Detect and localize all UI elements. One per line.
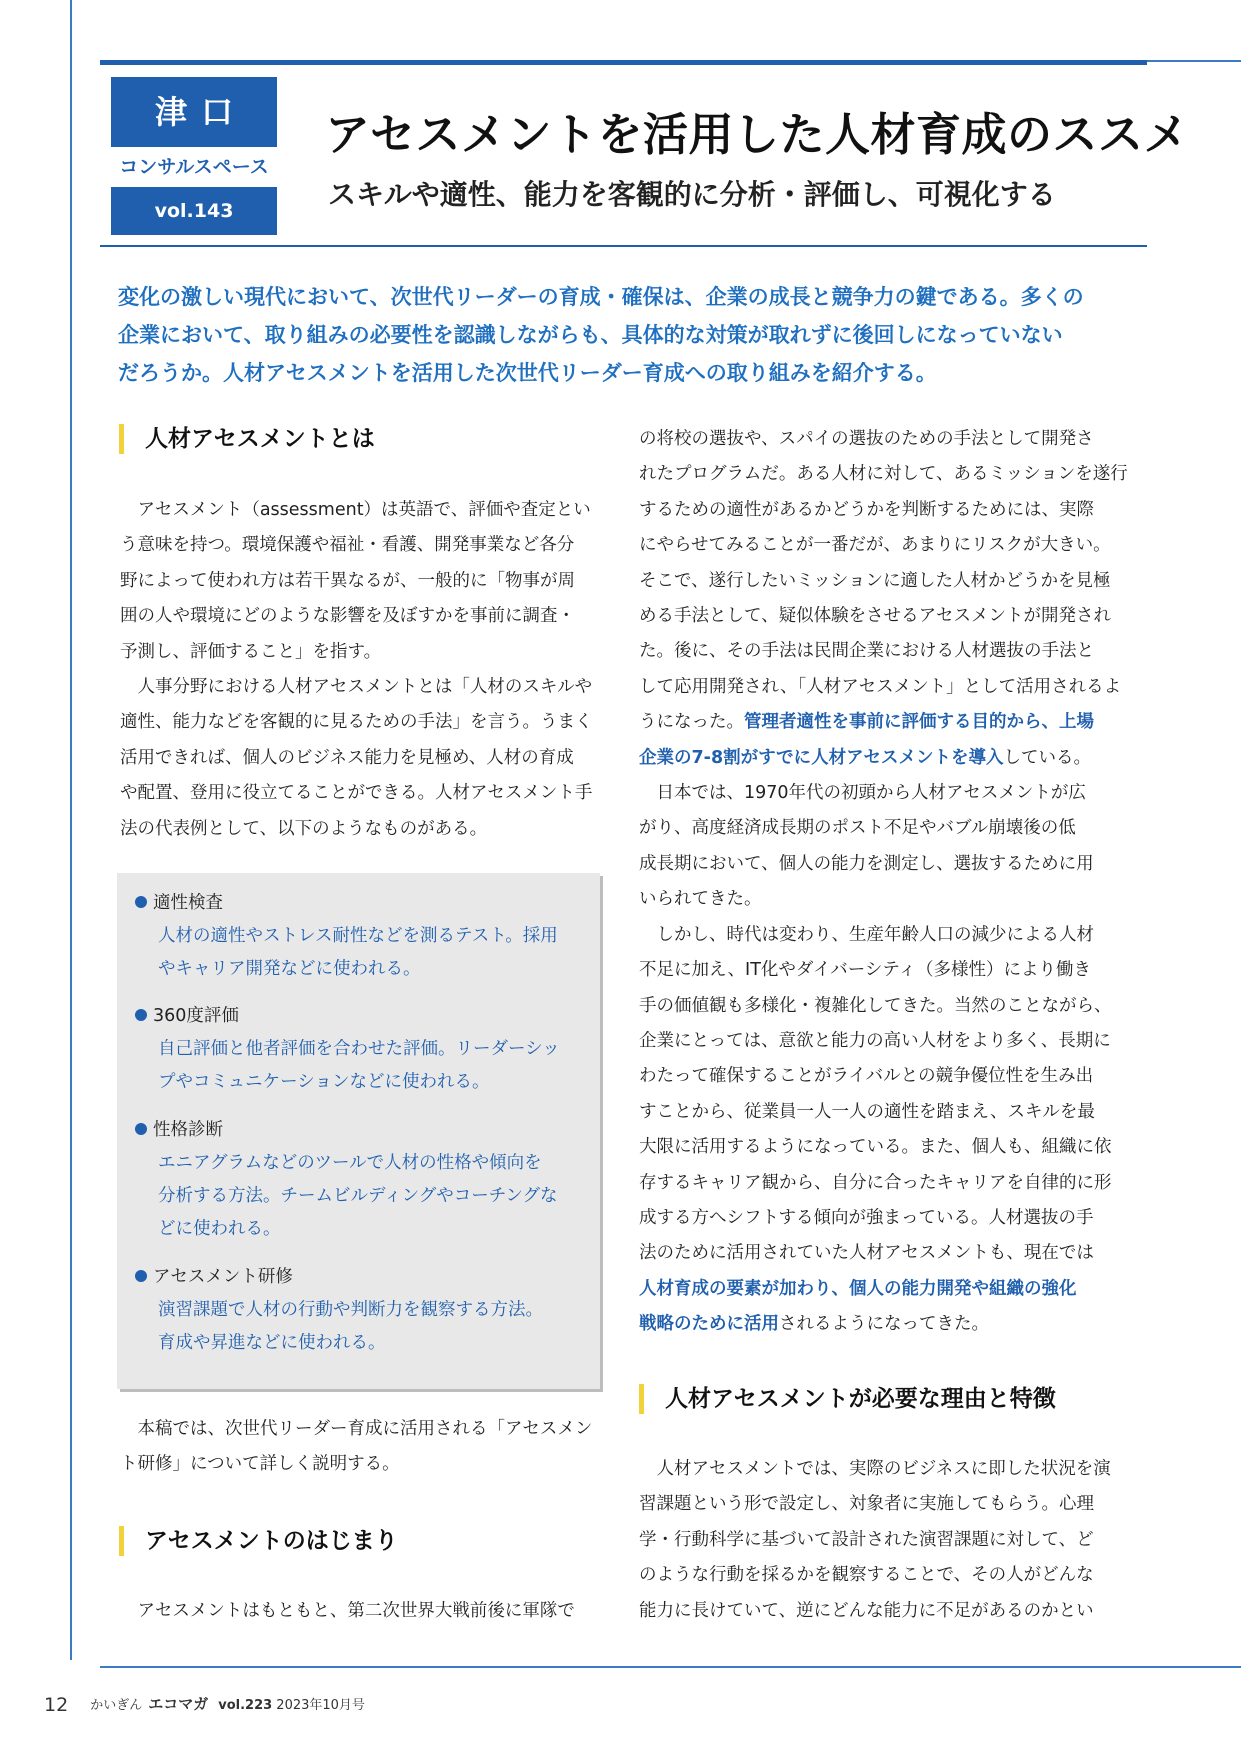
text-line: 成長期において、個人の能力を測定し、選抜するために用 [639, 853, 1094, 874]
text-line: 不足に加え、IT化やダイバーシティ（多様性）により働き [639, 960, 1091, 981]
text-line: 野によって使われ方は若干異なるが、一般的に「物事が周 [120, 570, 575, 591]
section-heading-text: アセスメントのはじまり [145, 1528, 398, 1554]
method-desc-line: どに使われる。 [158, 1219, 281, 1239]
text-line: しかし、時代は変わり、生産年齢人口の減少による人材 [639, 924, 1094, 945]
left-margin-rule [70, 0, 72, 1660]
text-line: の将校の選抜や、スパイの選抜のための手法として開発さ [639, 429, 1094, 449]
method-desc-line: 演習課題で人材の行動や判断力を観察する方法。 [158, 1300, 543, 1320]
section-heading-origin [119, 1524, 398, 1558]
method-desc-line: やキャリア開発などに使われる。 [158, 959, 421, 979]
text-line: 法のために活用されていた人材アセスメントも、現在では [639, 1243, 1094, 1264]
method-title: アセスメント研修 [153, 1267, 293, 1287]
text-line: わたって確保することがライバルとの競争優位性を生み出 [639, 1066, 1094, 1087]
method-title: 適性検査 [153, 893, 223, 913]
text-line: う意味を持つ。環境保護や福祉・看護、開発事業など各分 [120, 535, 575, 556]
text-line: れたプログラムだ。ある人材に対して、あるミッションを遂行 [639, 464, 1128, 485]
lead-paragraph [118, 278, 1138, 392]
page-number: 12 [44, 1694, 69, 1716]
text-line: 存するキャリア観から、自分に合ったキャリアを自律的に形 [639, 1172, 1112, 1193]
text-line: 囲の人や環境にどのような影響を及ぼすかを事前に調査・ [120, 606, 575, 627]
bullet-icon [135, 896, 147, 908]
section-heading-text: 人材アセスメントとは [145, 426, 375, 452]
right-paragraph-3 [639, 1452, 1111, 1629]
text-line: 活用できれば、個人のビジネス能力を見極め、人材の育成 [120, 747, 574, 768]
text-line: そこで、遂行したいミッションに適した人材かどうかを見極 [639, 570, 1111, 591]
text-line: すことから、従業員一人一人の適性を踏まえ、スキルを最 [639, 1101, 1095, 1122]
text-line: た。後に、その手法は民間企業における人材選抜の手法と [639, 641, 1094, 662]
text-line: 適性、能力などを客観的に見るための手法」を言う。うまく [120, 712, 593, 733]
text-line: や配置、登用に役立てることができる。人材アセスメント手 [120, 783, 593, 804]
text-line: アセスメント（assessment）は英語で、評価や査定とい [120, 500, 591, 520]
text-line: 人事分野における人材アセスメントとは「人材のスキルや [120, 677, 593, 698]
text-line: 大限に活用するようになっている。また、個人も、組織に依 [639, 1137, 1112, 1158]
method-desc-line: 自己評価と他者評価を合わせた評価。リーダーシッ [158, 1039, 560, 1059]
text-line: 法の代表例として、以下のようなものがある。 [120, 818, 488, 839]
footer-rule [100, 1666, 1241, 1668]
method-desc-line: 人材の適性やストレス耐性などを測るテスト。採用 [158, 926, 558, 946]
text-line: 予測し、評価すること」を指す。 [120, 641, 382, 662]
method-desc-line: プやコミュニケーションなどに使われる。 [158, 1072, 490, 1092]
text-line: 人材アセスメントでは、実際のビジネスに即した状況を演 [639, 1459, 1111, 1479]
lead-line: 変化の激しい現代において、次世代リーダーの育成・確保は、企業の成長と競争力の鍵である。多くの [118, 285, 1084, 309]
right-paragraph-1 [639, 422, 1128, 1343]
column-badge [111, 77, 277, 235]
highlight-text: 戦略のために活用 [639, 1314, 779, 1335]
assessment-methods-box [117, 873, 600, 1389]
text-line: 成する方へシフトする傾向が強まっている。人材選抜の手 [639, 1207, 1094, 1228]
text-line [639, 741, 1128, 776]
highlight-text: 管理者適性を事前に評価する目的から、上場 [744, 712, 1094, 733]
bullet-icon [135, 1270, 147, 1282]
method-desc-line: エニアグラムなどのツールで人材の性格や傾向を [158, 1153, 542, 1173]
footer-volume: vol.223 [218, 1698, 273, 1713]
text-line: める手法として、疑似体験をさせるアセスメントが開発され [639, 606, 1111, 627]
text-line [639, 1307, 1128, 1342]
article-subtitle: スキルや適性、能力を客観的に分析・評価し、可視化する [328, 178, 1056, 211]
method-desc-line: 分析する方法。チームビルディングやコーチングな [158, 1186, 558, 1206]
method-item [135, 1000, 560, 1099]
left-paragraph-2 [120, 1412, 592, 1483]
text-line: 学・行動科学に基づいて設計された演習課題に対して、ど [639, 1529, 1094, 1550]
text-line: ト研修」について詳しく説明する。 [120, 1454, 400, 1475]
section-heading-what-is-assessment [119, 422, 375, 456]
text-line: するための適性があるかどうかを判断するためには、実際 [639, 499, 1094, 520]
bullet-icon [135, 1123, 147, 1135]
plain-text: うになった。 [639, 712, 744, 733]
section-heading-reasons [639, 1382, 1056, 1416]
plain-text: されるようになってきた。 [779, 1314, 989, 1335]
text-line: 能力に長けていて、逆にどんな能力に不足があるのかとい [639, 1600, 1094, 1621]
text-line: して応用開発され、「人材アセスメント」として活用されるよ [639, 676, 1122, 697]
text-line: がり、高度経済成長期のポスト不足やバブル崩壊後の低 [639, 818, 1076, 839]
header-top-rule-extension [1147, 60, 1241, 62]
text-line: 習課題という形で設定し、対象者に実施してもらう。心理 [639, 1494, 1094, 1515]
bullet-icon [135, 1009, 147, 1021]
text-line: 日本では、1970年代の初頭から人材アセスメントが広 [639, 783, 1086, 804]
method-item [135, 887, 558, 986]
badge-volume: vol.143 [111, 187, 277, 235]
highlight-text: 人材育成の要素が加わり、個人の能力開発や組織の強化 [639, 1278, 1077, 1299]
footer-issue: 2023年10月号 [276, 1698, 365, 1713]
method-title: 性格診断 [153, 1120, 223, 1140]
lead-line: 企業において、取り組みの必要性を認識しながらも、具体的な対策が取れずに後回しになっていない [118, 323, 1063, 347]
plain-text: している。 [1003, 747, 1091, 768]
text-line: 手の価値観も多様化・複雑化してきた。当然のことながら、 [639, 995, 1112, 1016]
heading-accent-bar [119, 1526, 124, 1556]
heading-accent-bar [119, 424, 124, 454]
method-title: 360度評価 [153, 1006, 239, 1026]
left-paragraph-3 [120, 1594, 575, 1629]
header-bottom-rule [100, 245, 1147, 247]
article-title: アセスメントを活用した人材育成のススメ [325, 108, 1190, 161]
left-paragraph-1 [120, 493, 593, 847]
text-line: にやらせてみることが一番だが、あまりにリスクが大きい。 [639, 535, 1111, 556]
method-desc-line: 育成や昇進などに使われる。 [158, 1333, 386, 1353]
highlight-text: 企業の7-8割がすでに人材アセスメントを導入 [639, 747, 1004, 768]
text-line: 本稿では、次世代リーダー育成に活用される「アセスメン [120, 1419, 593, 1439]
text-line [639, 1272, 1128, 1307]
text-line: いられてきた。 [639, 889, 762, 910]
text-line: 企業にとっては、意欲と能力の高い人材をより多く、長期に [639, 1030, 1111, 1051]
text-line [639, 705, 1128, 740]
footer-brand: かいぎん [90, 1698, 143, 1713]
section-heading-text: 人材アセスメントが必要な理由と特徴 [665, 1386, 1056, 1412]
lead-line: だろうか。人材アセスメントを活用した次世代リーダー育成への取り組みを紹介する。 [118, 361, 937, 385]
footer-magazine: エコマガ [148, 1695, 209, 1713]
method-item [135, 1261, 543, 1360]
method-item [135, 1114, 558, 1246]
text-line: のような行動を採るかを観察することで、その人がどんな [639, 1565, 1094, 1586]
heading-accent-bar [639, 1384, 644, 1414]
badge-author-name: 津口 [111, 77, 277, 147]
badge-series-name: コンサルスペース [111, 147, 277, 187]
header-top-rule [100, 60, 1147, 65]
page-footer [44, 1693, 365, 1716]
text-line: アセスメントはもともと、第二次世界大戦前後に軍隊で [120, 1601, 575, 1621]
